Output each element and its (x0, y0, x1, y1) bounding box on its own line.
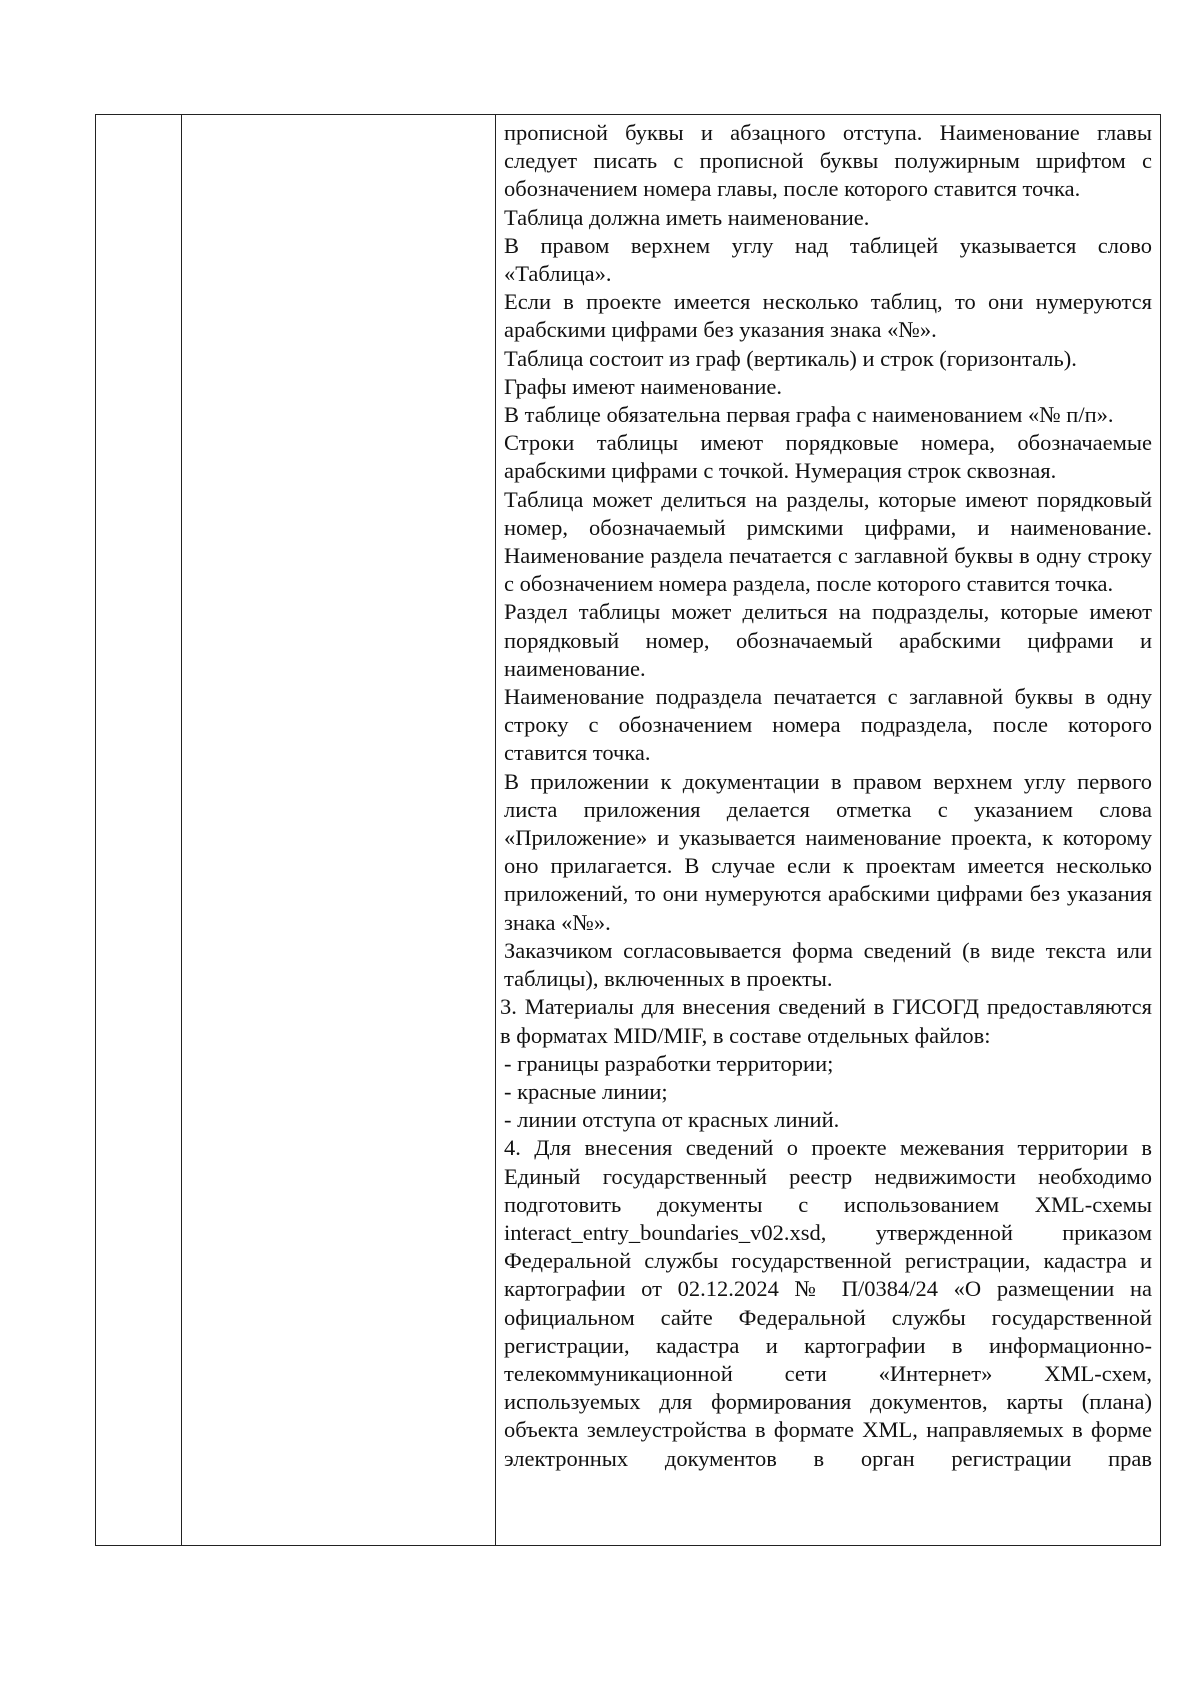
paragraph: 3. Материалы для внесения сведений в ГИСОГД предоставляются в форматах MID/MIF, в составе отдельных файлов: (500, 994, 1152, 1048)
paragraph: В таблице обязательна первая графа с наименованием «№ п/п». (504, 402, 1114, 428)
paragraph: Наименование подраздела печатается с заглавной буквы в одну строку с обозначением номера подраздела, после которого ставится точка. (504, 684, 1152, 766)
paragraph: Таблица состоит из граф (вертикаль) и строк (горизонталь). (504, 345, 1077, 371)
paragraph: В приложении к документации в правом верхнем углу первого листа приложения делается отметка с указанием слова «Приложение» и указывается наименование проекта, к которому оно прилагается. В случае если к проектам имеется несколько приложений, то они нумеруются арабскими цифрами без указания знака «№». (504, 768, 1152, 935)
number-cell (96, 115, 182, 1546)
paragraph: Заказчиком согласовывается форма сведений (в виде текста или таблицы), включенных в проекты. (504, 937, 1152, 992)
paragraph: Строки таблицы имеют порядковые номера, обозначаемые арабскими цифрами с точкой. Нумерация строк сквозная. (504, 430, 1152, 484)
table-row (96, 115, 1161, 1546)
name-cell (182, 115, 496, 1546)
list-item: - красные линии; (504, 1078, 668, 1104)
paragraph: Таблица может делиться на разделы, которые имеют порядковый номер, обозначаемый римскими цифрами, и наименование. Наименование раздела печатается с заглавной буквы в одну строку с обозначением номера раздела, после которого ставится точка. (504, 486, 1152, 597)
description-text (496, 115, 1160, 1545)
list-item: - линии отступа от красных линий. (504, 1107, 840, 1133)
paragraph: Раздел таблицы может делиться на подразделы, которые имеют порядковый номер, обозначаемый арабскими цифрами и наименование. (504, 599, 1152, 681)
paragraph: прописной буквы и абзацного отступа. Наименование главы следует писать с прописной буквы полужирным шрифтом с обозначением номера главы, после которого ставится точка. (504, 120, 1152, 202)
paragraph: 4. Для внесения сведений о проекте межевания территории в Единый государственный реестр недвижимости необходимо подготовить документы с использованием XML-схемы interact_entry_boundaries_v02.xsd, утвержденной приказом Федеральной службы государственной регистрации, кадастра и картографии от 02.12.2024 № П/0384/24 «О размещении на официальном сайте Федеральной службы государственной регистрации, кадастра и картографии в информационно-телекоммуникационной сети «Интернет» XML-схем, используемых для формирования документов, карты (плана) объекта землеустройства в формате XML, направляемых в форме электронных документов в орган регистрации прав (504, 1135, 1152, 1471)
paragraph: Таблица должна иметь наименование. (504, 204, 870, 230)
requirements-table (95, 114, 1161, 1546)
description-cell (496, 115, 1161, 1546)
list-item: - границы разработки территории; (504, 1050, 834, 1076)
paragraph: Графы имеют наименование. (504, 373, 782, 399)
paragraph: Если в проекте имеется несколько таблиц, то они нумеруются арабскими цифрами без указания знака «№». (504, 289, 1152, 343)
paragraph: В правом верхнем углу над таблицей указывается слово «Таблица». (504, 232, 1152, 287)
